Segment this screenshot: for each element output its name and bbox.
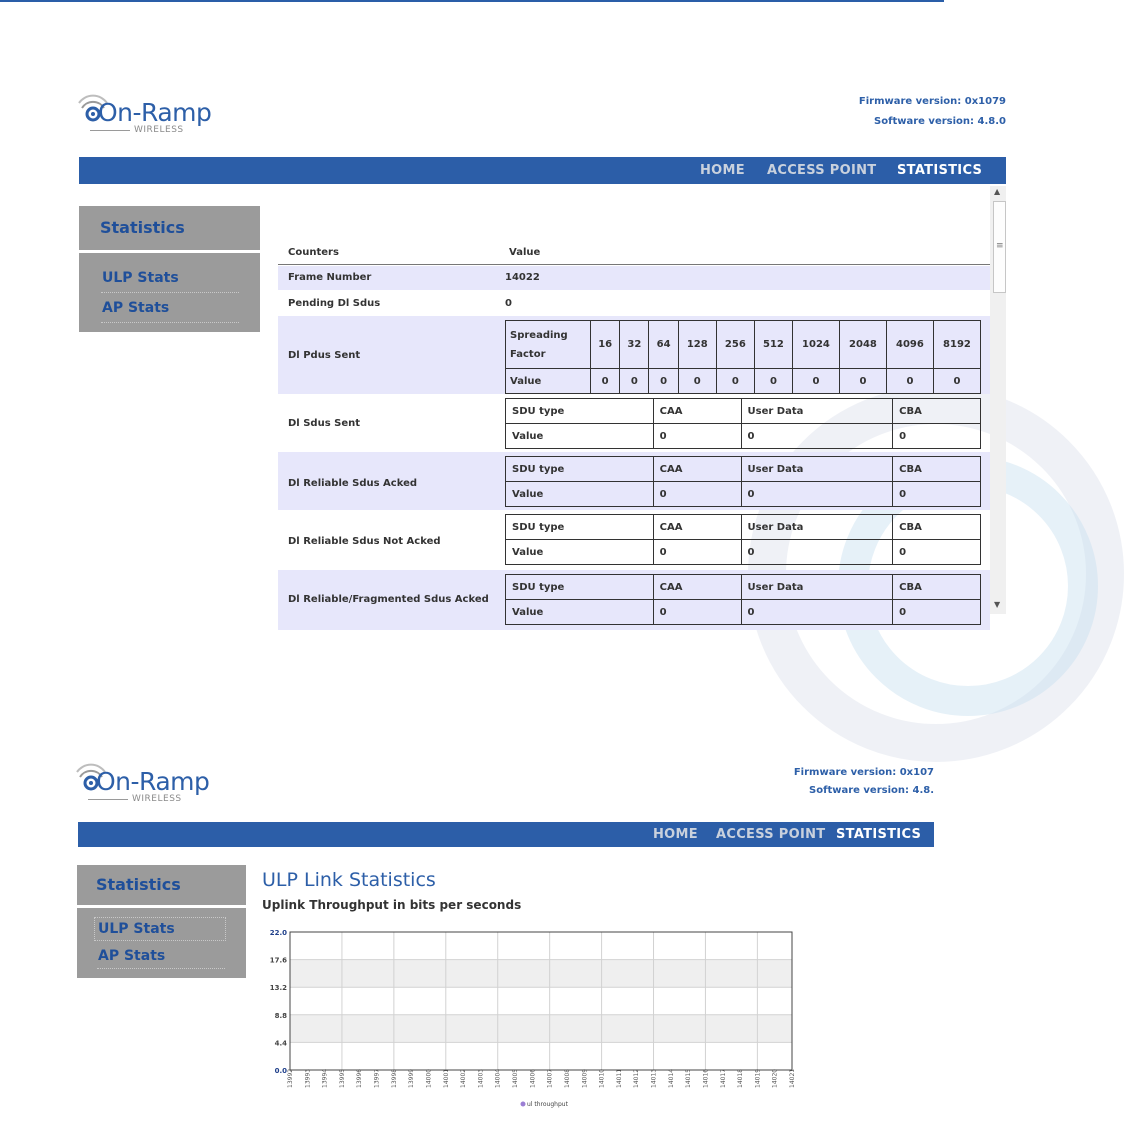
sf-value: 0 bbox=[649, 369, 678, 394]
table-header bbox=[278, 243, 990, 265]
sdu-type-table: SDU type CAA User Data CBA Value 0 0 0 bbox=[505, 574, 981, 625]
logo-wordmark: On-Ramp bbox=[98, 98, 212, 127]
legend-label: ul throughput bbox=[527, 1101, 568, 1108]
sdu-type-table: SDU type CAA User Data CBA Value 0 0 0 bbox=[505, 456, 981, 507]
sidebar-item-ulp-stats[interactable]: ULP Stats bbox=[102, 270, 179, 286]
x-tick-label: 14013 bbox=[650, 1068, 658, 1088]
x-tick-label: 13997 bbox=[373, 1068, 381, 1088]
software-version: Software version: 4.8.0 bbox=[874, 116, 1006, 127]
logo-wordmark: On-Ramp bbox=[96, 767, 210, 796]
top-navbar bbox=[78, 822, 934, 847]
x-tick-label: 14000 bbox=[425, 1068, 433, 1088]
table-row bbox=[278, 570, 990, 630]
plot-frame bbox=[290, 932, 792, 1070]
x-tick-label: 14004 bbox=[494, 1068, 502, 1088]
nav-access-point[interactable]: ACCESS POINT bbox=[716, 827, 826, 842]
table-row bbox=[278, 290, 990, 316]
counter-value: 0 bbox=[505, 298, 512, 309]
onramp-logo bbox=[78, 88, 218, 144]
sidebar-menu bbox=[77, 908, 246, 978]
top-rule bbox=[0, 0, 944, 2]
top-navbar bbox=[79, 157, 1006, 184]
table-row bbox=[278, 316, 990, 394]
nav-access-point[interactable]: ACCESS POINT bbox=[767, 163, 877, 178]
throughput-chart bbox=[262, 924, 802, 1108]
chart-band bbox=[290, 960, 792, 988]
panel-scrollbar[interactable] bbox=[990, 186, 1006, 614]
x-tick-label: 14018 bbox=[737, 1068, 745, 1088]
nav-home[interactable]: HOME bbox=[653, 827, 698, 842]
chart-caption: Uplink Throughput in bits per seconds bbox=[262, 898, 522, 912]
sidebar-item-ulp-stats[interactable]: ULP Stats bbox=[98, 921, 222, 937]
onramp-logo bbox=[76, 757, 216, 813]
x-tick-label: 14005 bbox=[512, 1068, 520, 1088]
col-value: Value bbox=[509, 247, 541, 258]
x-tick-label: 13993 bbox=[304, 1068, 312, 1088]
sf-header: 16 bbox=[591, 321, 620, 369]
x-tick-label: 13999 bbox=[408, 1068, 416, 1088]
sf-header: 2048 bbox=[839, 321, 886, 369]
sf-value: 0 bbox=[839, 369, 886, 394]
stats-panel bbox=[278, 186, 990, 618]
x-tick-label: 14012 bbox=[633, 1068, 641, 1088]
y-tick-label: 8.8 bbox=[274, 1011, 287, 1020]
x-tick-label: 14010 bbox=[598, 1068, 606, 1088]
spreading-factor-table bbox=[505, 320, 981, 394]
sf-header: 512 bbox=[754, 321, 792, 369]
y-tick-label: 13.2 bbox=[269, 984, 287, 993]
counter-label: Dl Reliable Sdus Not Acked bbox=[288, 536, 441, 547]
table-row bbox=[278, 394, 990, 452]
x-tick-label: 14003 bbox=[477, 1068, 485, 1088]
x-tick-label: 14008 bbox=[563, 1068, 571, 1088]
sdu-type-table: SDU type CAA User Data CBA Value 0 0 0 bbox=[505, 398, 981, 449]
x-tick-label: 14020 bbox=[771, 1068, 779, 1088]
y-tick-label: 4.4 bbox=[274, 1039, 287, 1048]
x-tick-label: 13995 bbox=[338, 1068, 346, 1088]
sidebar-title: Statistics bbox=[100, 218, 185, 237]
y-tick-label: 22.0 bbox=[269, 929, 287, 937]
scroll-up-icon[interactable]: ▲ bbox=[994, 187, 1001, 196]
x-tick-label: 14007 bbox=[546, 1068, 554, 1088]
x-tick-label: 14017 bbox=[719, 1068, 727, 1088]
chart-band bbox=[290, 1015, 792, 1043]
sf-value: 0 bbox=[933, 369, 980, 394]
x-tick-label: 14001 bbox=[442, 1068, 450, 1088]
sidebar-item-ap-stats[interactable]: AP Stats bbox=[98, 948, 166, 964]
counter-label: Pending Dl Sdus bbox=[288, 298, 381, 309]
x-tick-label: 13996 bbox=[356, 1068, 364, 1088]
sf-label: Spreading Factor bbox=[506, 321, 591, 369]
x-tick-label: 14016 bbox=[702, 1068, 710, 1088]
sidebar-header bbox=[79, 206, 260, 250]
sf-value: 0 bbox=[678, 369, 716, 394]
sf-header: 32 bbox=[620, 321, 649, 369]
grip-icon: ≡ bbox=[996, 241, 1004, 251]
table-row bbox=[278, 510, 990, 570]
x-tick-label: 13998 bbox=[390, 1068, 398, 1088]
nav-home[interactable]: HOME bbox=[700, 163, 745, 178]
x-tick-label: 14014 bbox=[667, 1068, 675, 1088]
x-tick-label: 14021 bbox=[789, 1068, 796, 1088]
counter-label: Dl Pdus Sent bbox=[288, 350, 361, 361]
sf-value: 0 bbox=[591, 369, 620, 394]
x-tick-label: 13994 bbox=[321, 1068, 329, 1088]
sf-header: 4096 bbox=[886, 321, 933, 369]
sf-header: 8192 bbox=[933, 321, 980, 369]
sf-value: 0 bbox=[754, 369, 792, 394]
sf-header: 256 bbox=[716, 321, 754, 369]
scroll-down-icon[interactable]: ▼ bbox=[994, 600, 1001, 609]
sf-header: 64 bbox=[649, 321, 678, 369]
table-row bbox=[278, 452, 990, 510]
sidebar-header bbox=[77, 865, 246, 905]
x-tick-label: 13992 bbox=[287, 1068, 294, 1088]
sf-value: 0 bbox=[716, 369, 754, 394]
sf-value-label: Value bbox=[506, 369, 591, 394]
page-title: ULP Link Statistics bbox=[262, 869, 436, 891]
x-tick-label: 14006 bbox=[529, 1068, 537, 1088]
counter-label: Dl Reliable Sdus Acked bbox=[288, 478, 418, 489]
sf-value: 0 bbox=[886, 369, 933, 394]
counter-label: Frame Number bbox=[288, 272, 372, 283]
sf-header: 1024 bbox=[792, 321, 839, 369]
logo-subtitle: WIRELESS bbox=[134, 125, 184, 135]
firmware-version: Firmware version: 0x107 bbox=[793, 767, 934, 778]
x-tick-label: 14002 bbox=[460, 1068, 468, 1088]
counter-label: Dl Sdus Sent bbox=[288, 418, 361, 429]
x-tick-label: 14009 bbox=[581, 1068, 589, 1088]
legend-dot bbox=[521, 1102, 526, 1107]
sidebar-menu bbox=[79, 253, 260, 332]
sidebar-item-ap-stats[interactable]: AP Stats bbox=[102, 300, 170, 316]
sf-header: 128 bbox=[678, 321, 716, 369]
y-tick-label: 17.6 bbox=[269, 956, 287, 965]
software-version: Software version: 4.8. bbox=[809, 785, 934, 796]
x-tick-label: 14019 bbox=[754, 1068, 762, 1088]
counter-value: 14022 bbox=[505, 272, 540, 283]
sidebar-title: Statistics bbox=[96, 875, 181, 894]
firmware-version: Firmware version: 0x1079 bbox=[858, 96, 1006, 107]
nav-statistics[interactable]: STATISTICS bbox=[897, 163, 983, 178]
y-tick-label: 0.0 bbox=[274, 1067, 287, 1075]
sdu-type-table: SDU type CAA User Data CBA Value 0 0 0 bbox=[505, 514, 981, 565]
nav-statistics[interactable]: STATISTICS bbox=[836, 827, 922, 842]
x-tick-label: 14015 bbox=[685, 1068, 693, 1088]
col-counters: Counters bbox=[288, 247, 339, 258]
counter-label: Dl Reliable/Fragmented Sdus Acked bbox=[288, 594, 489, 605]
sf-value: 0 bbox=[620, 369, 649, 394]
table-row bbox=[278, 266, 990, 290]
logo-subtitle: WIRELESS bbox=[132, 794, 182, 804]
sf-value: 0 bbox=[792, 369, 839, 394]
x-tick-label: 14011 bbox=[615, 1068, 623, 1088]
